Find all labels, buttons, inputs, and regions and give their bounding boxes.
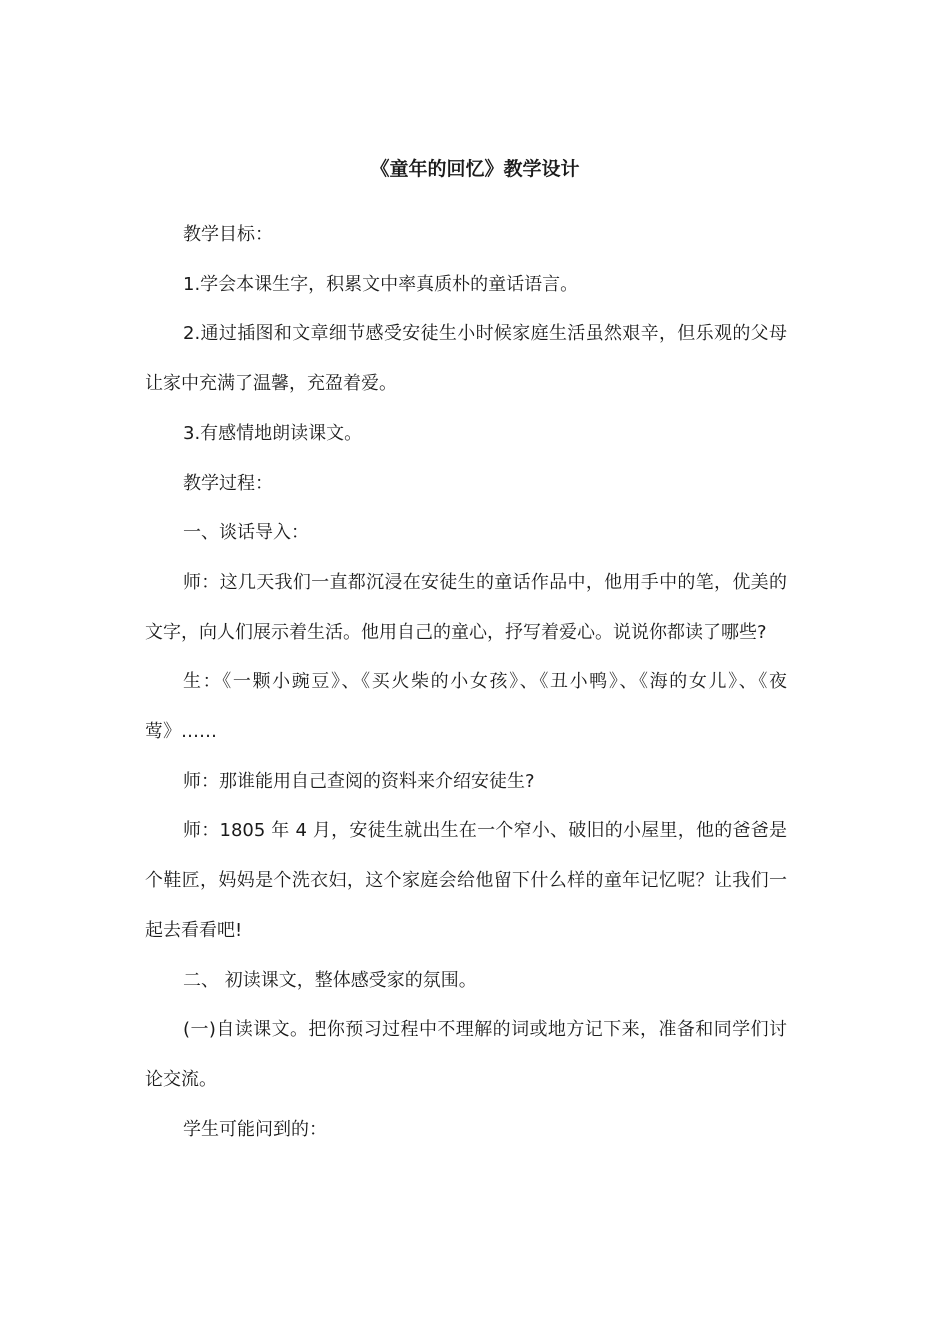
document-body xyxy=(145,210,787,1154)
document-title: 《童年的回忆》教学设计 xyxy=(370,158,580,180)
paragraph-teacher-intro: 师：这几天我们一直都沉浸在安徒生的童话作品中，他用手中的笔，优美的文字，向人们展示着生活。他用自己的童心，抒写着爱心。说说你都读了哪些? xyxy=(145,571,787,643)
paragraph-teaching-goals-heading: 教学目标： xyxy=(183,224,273,245)
paragraph-self-reading: (一)自读课文。把你预习过程中不理解的词或地方记下来，准备和同学们讨论交流。 xyxy=(145,1019,787,1090)
paragraph-teacher-background: 师：1805 年 4 月，安徒生就出生在一个窄小、破旧的小屋里，他的爸爸是个鞋匠，妈妈是个洗衣妇，这个家庭会给他留下什么样的童年记忆呢？让我们一起去看看吧! xyxy=(145,820,787,941)
paragraph-goal-3: 3.有感情地朗读课文。 xyxy=(183,422,363,444)
paragraph-goal-2: 2.通过插图和文章细节感受安徒生小时候家庭生活虽然艰辛，但乐观的父母让家中充满了温馨，充盈着爱。 xyxy=(145,323,787,395)
paragraph-teacher-question: 师：那谁能用自己查阅的资料来介绍安徒生? xyxy=(183,770,535,792)
paragraph-teaching-process-heading: 教学过程： xyxy=(183,472,273,494)
paragraph-section-1-heading: 一、谈话导入： xyxy=(183,522,309,544)
paragraph-goal-1: 1.学会本课生字，积累文中率真质朴的童话语言。 xyxy=(183,273,579,295)
paragraph-student-questions: 学生可能问到的： xyxy=(183,1118,327,1140)
paragraph-student-answer: 生：《一颗小豌豆》、《买火柴的小女孩》、《丑小鸭》、《海的女儿》、《夜莺》…… xyxy=(145,671,787,743)
paragraph-section-2-heading: 二、 初读课文，整体感受家的氛围。 xyxy=(183,969,477,991)
